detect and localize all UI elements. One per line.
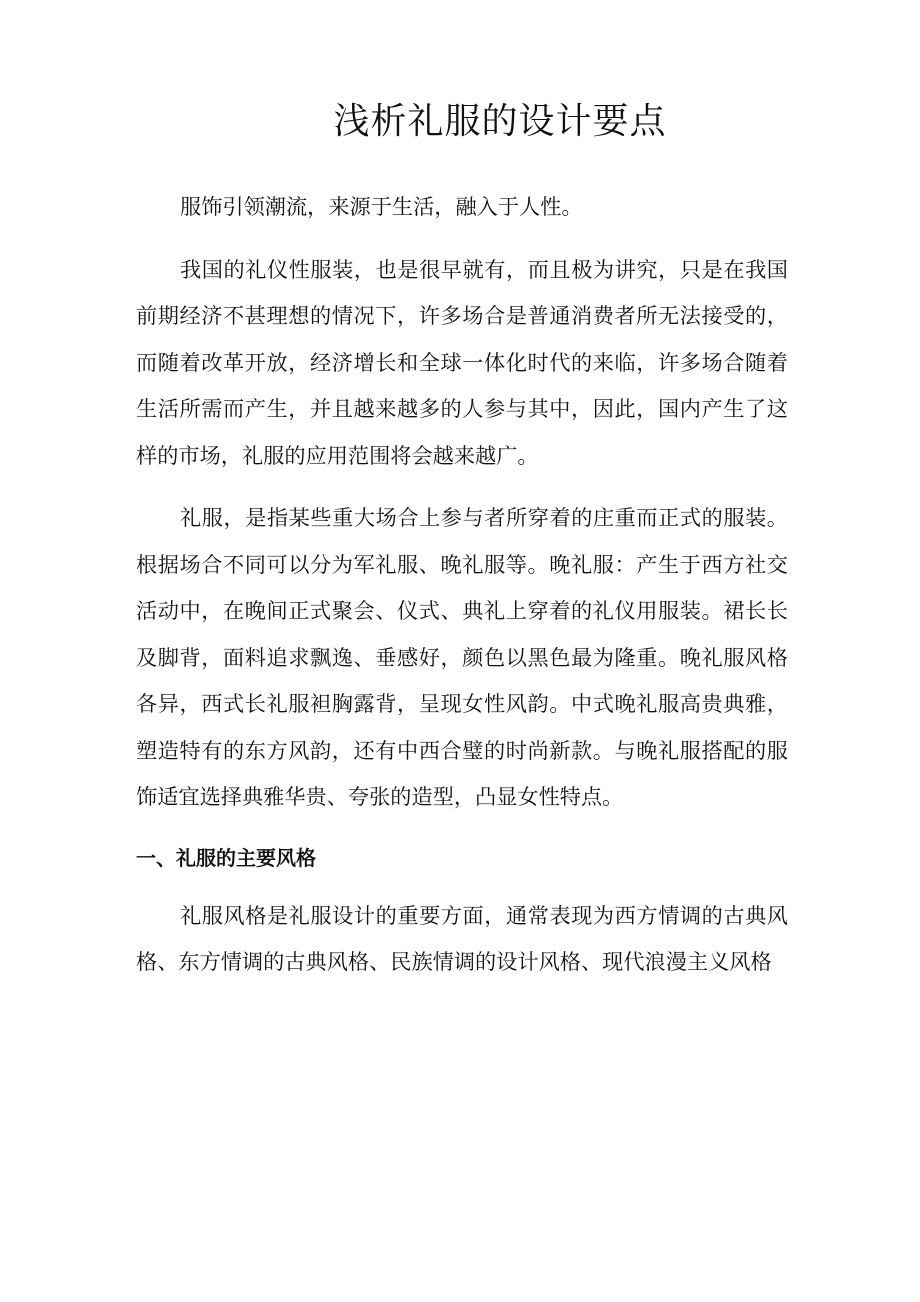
paragraph-definition: 礼服，是指某些重大场合上参与者所穿着的庄重而正式的服装。根据场合不同可以分为军礼服、晚礼服等。晚礼服：产生于西方社交活动中，在晚间正式聚会、仪式、典礼上穿着的礼仪用服装。裙长长及脚背，面料追求飘逸、垂感好，颜色以黑色最为隆重。晚礼服风格各异，西式长礼服袒胸露背，呈现女性风韵。中式晚礼服高贵典雅，塑造特有的东方风韵，还有中西合璧的时尚新款。与晚礼服搭配的服饰适宜选择典雅华贵、夸张的造型，凸显女性特点。 (136, 505, 788, 809)
document-title: 浅析礼服的设计要点 (333, 101, 667, 142)
paragraph-styles: 礼服风格是礼服设计的重要方面，通常表现为西方情调的古典风格、东方情调的古典风格、民族情调的设计风格、现代浪漫主义风格 (136, 902, 788, 974)
paragraph-intro: 服饰引领潮流，来源于生活，融入于人性。 (180, 194, 583, 219)
paragraph-history: 我国的礼仪性服装，也是很早就有，而且极为讲究，只是在我国前期经济不甚理想的情况下，许多场合是普通消费者所无法接受的，而随着改革开放，经济增长和全球一体化时代的来临，许多场合随着生活所需而产生，并且越来越多的人参与其中，因此，国内产生了这样的市场，礼服的应用范围将会越来越广。 (136, 256, 788, 468)
document-body (136, 184, 788, 986)
section-heading: 一、礼服的主要风格 (136, 845, 316, 870)
